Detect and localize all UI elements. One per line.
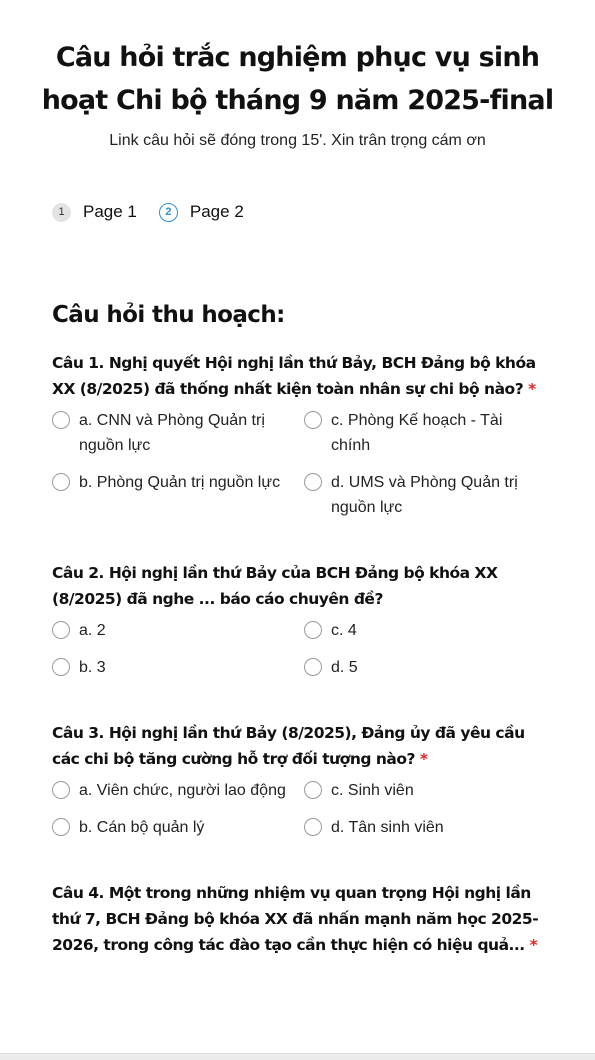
question-1-label: Câu 1. Nghị quyết Hội nghị lần thứ Bảy, BCH Đảng bộ khóa XX (8/2025) đã thống nhất kiện toàn nhân sự chi bộ nào? bbox=[52, 354, 536, 398]
option-label: c. Sinh viên bbox=[331, 782, 414, 799]
radio-button[interactable] bbox=[52, 473, 70, 491]
option-label: d. 5 bbox=[331, 659, 358, 676]
page-navigation bbox=[52, 202, 595, 222]
radio-button[interactable] bbox=[52, 658, 70, 676]
option-1c[interactable] bbox=[304, 408, 534, 458]
question-1 bbox=[52, 350, 553, 532]
question-1-options bbox=[52, 408, 553, 532]
option-3b[interactable] bbox=[52, 815, 304, 840]
required-mark: * bbox=[529, 936, 538, 954]
page-2-number: 2 bbox=[159, 203, 178, 222]
option-label: d. UMS và Phòng Quản trị nguồn lực bbox=[331, 474, 518, 516]
radio-button[interactable] bbox=[52, 621, 70, 639]
option-2c[interactable] bbox=[304, 618, 534, 643]
radio-button[interactable] bbox=[304, 621, 322, 639]
question-2-text bbox=[52, 560, 553, 612]
radio-button[interactable] bbox=[52, 411, 70, 429]
option-label: d. Tân sinh viên bbox=[331, 819, 444, 836]
question-2 bbox=[52, 560, 553, 692]
option-3d[interactable] bbox=[304, 815, 534, 840]
scroll-edge bbox=[0, 1053, 595, 1060]
option-1a[interactable] bbox=[52, 408, 304, 458]
option-label: b. 3 bbox=[79, 659, 106, 676]
option-3a[interactable] bbox=[52, 778, 304, 803]
radio-button[interactable] bbox=[304, 473, 322, 491]
option-1b[interactable] bbox=[52, 470, 304, 520]
page-2-label: Page 2 bbox=[189, 202, 244, 221]
option-2a[interactable] bbox=[52, 618, 304, 643]
section-title: Câu hỏi thu hoạch: bbox=[52, 302, 285, 328]
question-3-text bbox=[52, 720, 553, 772]
option-label: b. Phòng Quản trị nguồn lực bbox=[79, 474, 281, 491]
option-2d[interactable] bbox=[304, 655, 534, 680]
option-1d[interactable] bbox=[304, 470, 534, 520]
option-label: c. Phòng Kế hoạch - Tài chính bbox=[331, 412, 503, 454]
form-title: Câu hỏi trắc nghiệm phục vụ sinh hoạt Chi bộ tháng 9 năm 2025-final bbox=[41, 42, 554, 116]
question-4-label: Câu 4. Một trong những nhiệm vụ quan trọng Hội nghị lần thứ 7, BCH Đảng bộ khóa XX đã nhấn mạnh năm học 2025-2026, trong công tác đào tạo cần thực hiện có hiệu quả... bbox=[52, 884, 539, 954]
radio-button[interactable] bbox=[52, 781, 70, 799]
question-3 bbox=[52, 720, 553, 852]
question-2-label: Câu 2. Hội nghị lần thứ Bảy của BCH Đảng bộ khóa XX (8/2025) đã nghe ... báo cáo chuyên đề? bbox=[52, 564, 498, 608]
page-1-number: 1 bbox=[52, 203, 71, 222]
form-description: Link câu hỏi sẽ đóng trong 15'. Xin trân trọng cám ơn bbox=[109, 132, 486, 149]
option-2b[interactable] bbox=[52, 655, 304, 680]
question-3-options bbox=[52, 778, 553, 852]
page-2-tab[interactable] bbox=[159, 202, 244, 222]
radio-button[interactable] bbox=[304, 818, 322, 836]
page-1-tab[interactable] bbox=[52, 202, 137, 222]
option-3c[interactable] bbox=[304, 778, 534, 803]
option-label: a. CNN và Phòng Quản trị nguồn lực bbox=[79, 412, 265, 454]
question-4 bbox=[52, 880, 553, 958]
option-label: a. Viên chức, người lao động bbox=[79, 782, 286, 799]
option-label: b. Cán bộ quản lý bbox=[79, 819, 205, 836]
option-label: a. 2 bbox=[79, 622, 106, 639]
required-mark: * bbox=[528, 380, 536, 398]
question-1-text bbox=[52, 350, 553, 402]
question-3-label: Câu 3. Hội nghị lần thứ Bảy (8/2025), Đảng ủy đã yêu cầu các chi bộ tăng cường hỗ trợ đối tượng nào? bbox=[52, 724, 525, 768]
required-mark: * bbox=[419, 750, 428, 768]
form-header bbox=[0, 36, 595, 150]
question-4-text bbox=[52, 880, 553, 958]
option-label: c. 4 bbox=[331, 622, 357, 639]
page-1-label: Page 1 bbox=[83, 202, 137, 221]
radio-button[interactable] bbox=[304, 658, 322, 676]
question-2-options bbox=[52, 618, 553, 692]
radio-button[interactable] bbox=[304, 411, 322, 429]
radio-button[interactable] bbox=[304, 781, 322, 799]
radio-button[interactable] bbox=[52, 818, 70, 836]
